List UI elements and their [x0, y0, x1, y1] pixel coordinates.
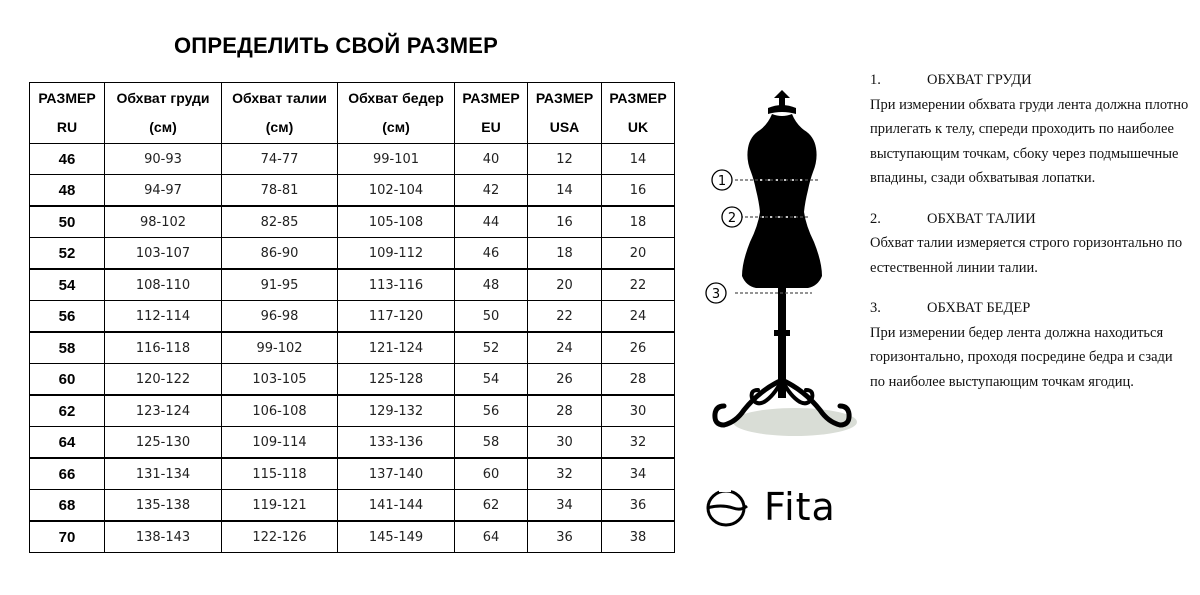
table-cell: 22 — [602, 269, 675, 301]
table-cell: 18 — [602, 206, 675, 238]
table-cell: 137-140 — [338, 458, 455, 490]
table-cell: 82-85 — [222, 206, 338, 238]
table-cell: 131-134 — [105, 458, 222, 490]
table-cell: 141-144 — [338, 490, 455, 522]
table-cell: 99-101 — [338, 144, 455, 175]
table-cell: 91-95 — [222, 269, 338, 301]
table-cell: 42 — [455, 175, 528, 207]
table-cell: 52 — [30, 238, 105, 270]
table-cell: 98-102 — [105, 206, 222, 238]
table-row — [30, 458, 675, 490]
table-cell: 34 — [528, 490, 602, 522]
marker-2-label: 2 — [727, 211, 737, 226]
table-cell: 145-149 — [338, 521, 455, 553]
table-cell: 109-112 — [338, 238, 455, 270]
table-cell: 90-93 — [105, 144, 222, 175]
table-cell: 62 — [455, 490, 528, 522]
table-row — [30, 427, 675, 459]
table-cell: 28 — [528, 395, 602, 427]
table-row — [30, 238, 675, 270]
table-cell: 103-105 — [222, 364, 338, 396]
table-cell: 36 — [602, 490, 675, 522]
table-cell: 66 — [30, 458, 105, 490]
table-cell: 20 — [602, 238, 675, 270]
table-cell: 125-128 — [338, 364, 455, 396]
table-cell: 56 — [455, 395, 528, 427]
size-table — [29, 82, 675, 553]
table-cell: 133-136 — [338, 427, 455, 459]
table-cell: 115-118 — [222, 458, 338, 490]
table-cell: 16 — [602, 175, 675, 207]
table-cell: 34 — [602, 458, 675, 490]
table-cell: 94-97 — [105, 175, 222, 207]
table-cell: 30 — [528, 427, 602, 459]
note-title: ОБХВАТ ГРУДИ — [927, 72, 1032, 88]
table-cell: 106-108 — [222, 395, 338, 427]
table-cell: 103-107 — [105, 238, 222, 270]
table-cell: 24 — [528, 332, 602, 364]
table-cell: 54 — [455, 364, 528, 396]
table-row — [30, 364, 675, 396]
table-row — [30, 332, 675, 364]
header-size-usa: РАЗМЕР USA — [528, 83, 602, 144]
table-cell: 60 — [30, 364, 105, 396]
table-row — [30, 490, 675, 522]
table-cell: 58 — [455, 427, 528, 459]
table-cell: 123-124 — [105, 395, 222, 427]
table-cell: 64 — [30, 427, 105, 459]
note-hips — [870, 296, 1190, 394]
marker-1-label: 1 — [717, 174, 727, 189]
table-cell: 78-81 — [222, 175, 338, 207]
table-cell: 38 — [602, 521, 675, 553]
table-cell: 120-122 — [105, 364, 222, 396]
table-cell: 14 — [602, 144, 675, 175]
table-cell: 30 — [602, 395, 675, 427]
table-cell: 48 — [455, 269, 528, 301]
table-cell: 121-124 — [338, 332, 455, 364]
note-title: ОБХВАТ ТАЛИИ — [927, 210, 1036, 227]
note-chest — [870, 68, 1190, 191]
header-size-uk: РАЗМЕР UK — [602, 83, 675, 144]
table-cell: 116-118 — [105, 332, 222, 364]
table-cell: 12 — [528, 144, 602, 175]
table-cell: 16 — [528, 206, 602, 238]
table-cell: 56 — [30, 301, 105, 333]
table-cell: 24 — [602, 301, 675, 333]
table-cell: 64 — [455, 521, 528, 553]
table-row — [30, 301, 675, 333]
marker-3-label: 3 — [711, 287, 721, 302]
page-title: ОПРЕДЕЛИТЬ СВОЙ РАЗМЕР — [174, 33, 498, 58]
table-cell: 105-108 — [338, 206, 455, 238]
header-chest: Обхват груди (см) — [105, 83, 222, 144]
header-waist: Обхват талии (см) — [222, 83, 338, 144]
measurement-notes — [870, 68, 1190, 410]
size-table-body — [30, 144, 675, 553]
table-cell: 26 — [602, 332, 675, 364]
table-cell: 36 — [528, 521, 602, 553]
dress-form-mannequin-icon — [700, 80, 865, 460]
table-cell: 52 — [455, 332, 528, 364]
note-text: При измерении обхвата груди лента должна плотно прилегать к телу, спереди проходить по наиболее выступающим точкам, сбоку через подмышечные впадины, сзади обхватывая лопатки. — [870, 96, 1189, 186]
table-cell: 32 — [602, 427, 675, 459]
table-row — [30, 206, 675, 238]
table-cell: 113-116 — [338, 269, 455, 301]
table-cell: 117-120 — [338, 301, 455, 333]
table-cell: 44 — [455, 206, 528, 238]
table-cell: 96-98 — [222, 301, 338, 333]
table-cell: 26 — [528, 364, 602, 396]
table-cell: 138-143 — [105, 521, 222, 553]
table-row — [30, 175, 675, 207]
table-cell: 46 — [455, 238, 528, 270]
brand-name: Fita — [764, 485, 836, 529]
note-number: 2. — [870, 210, 881, 227]
table-cell: 60 — [455, 458, 528, 490]
table-cell: 40 — [455, 144, 528, 175]
table-cell: 50 — [455, 301, 528, 333]
table-row — [30, 521, 675, 553]
table-header-row — [30, 83, 675, 144]
header-size-eu: РАЗМЕР EU — [455, 83, 528, 144]
table-cell: 20 — [528, 269, 602, 301]
table-cell: 22 — [528, 301, 602, 333]
table-cell: 50 — [30, 206, 105, 238]
table-cell: 58 — [30, 332, 105, 364]
note-waist — [870, 207, 1190, 281]
table-cell: 54 — [30, 269, 105, 301]
table-cell: 135-138 — [105, 490, 222, 522]
header-hips: Обхват бедер (см) — [338, 83, 455, 144]
table-cell: 32 — [528, 458, 602, 490]
table-cell: 28 — [602, 364, 675, 396]
note-text: Обхват талии измеряется строго горизонтально по естественной линии талии. — [870, 235, 1183, 276]
table-cell: 119-121 — [222, 490, 338, 522]
table-cell: 122-126 — [222, 521, 338, 553]
table-cell: 68 — [30, 490, 105, 522]
note-title: ОБХВАТ БЕДЕР — [927, 300, 1031, 316]
table-cell: 125-130 — [105, 427, 222, 459]
table-cell: 86-90 — [222, 238, 338, 270]
table-cell: 74-77 — [222, 144, 338, 175]
table-row — [30, 269, 675, 301]
table-cell: 109-114 — [222, 427, 338, 459]
table-row — [30, 395, 675, 427]
table-cell: 129-132 — [338, 395, 455, 427]
header-size-ru: РАЗМЕР RU — [30, 83, 105, 144]
table-cell: 48 — [30, 175, 105, 207]
table-row — [30, 144, 675, 175]
table-cell: 62 — [30, 395, 105, 427]
table-cell: 18 — [528, 238, 602, 270]
table-cell: 14 — [528, 175, 602, 207]
table-cell: 108-110 — [105, 269, 222, 301]
note-text: При измерении бедер лента должна находиться горизонтально, проходя посредине бедра и сзади по наиболее выступающим точкам ягодиц. — [870, 324, 1173, 390]
table-cell: 112-114 — [105, 301, 222, 333]
note-number: 1. — [870, 72, 881, 88]
table-cell: 46 — [30, 144, 105, 175]
table-cell: 102-104 — [338, 175, 455, 207]
table-cell: 99-102 — [222, 332, 338, 364]
table-cell: 70 — [30, 521, 105, 553]
note-number: 3. — [870, 300, 881, 316]
